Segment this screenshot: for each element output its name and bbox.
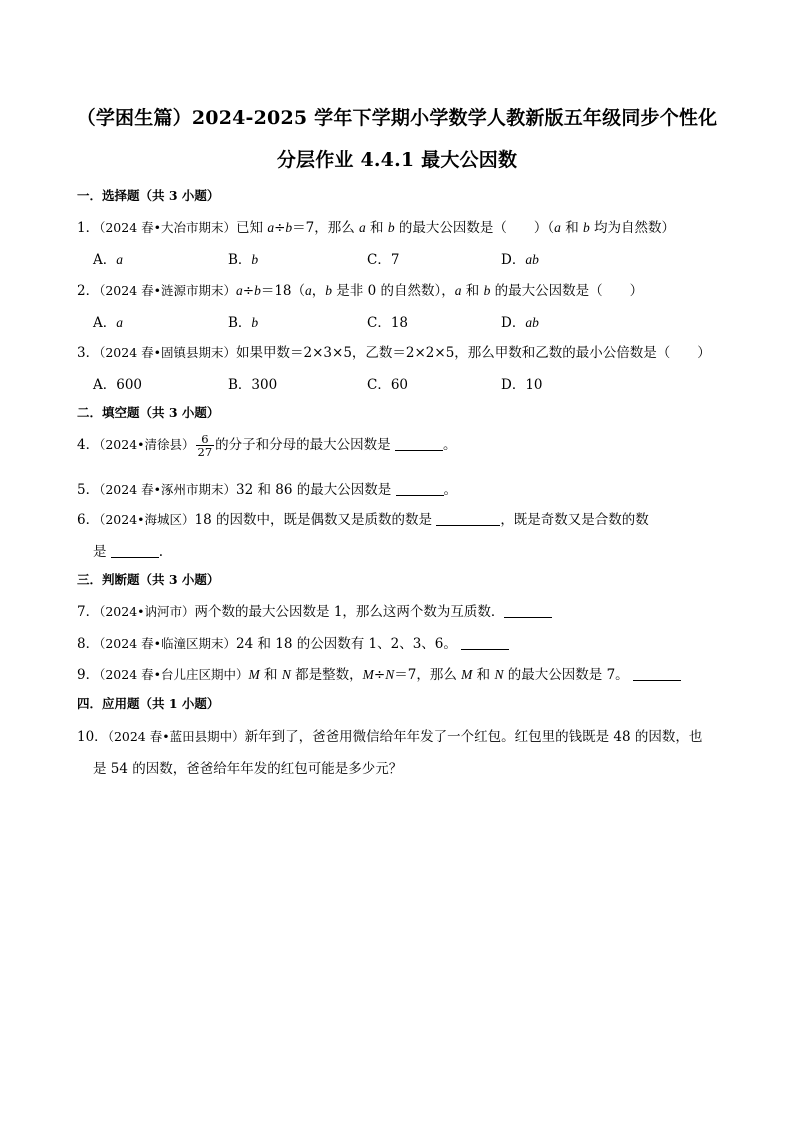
question-1-option-b: B．b (228, 252, 259, 268)
question-2-option-c: C．18 (367, 315, 409, 331)
question-1: 1．（2024 春•大冶市期末）已知 a÷b＝7，那么 a 和 b 的最大公因数是（ ）（a 和 b 均为自然数） (77, 220, 676, 236)
question-3-option-b: B．300 (228, 377, 278, 393)
answer-blank[interactable] (461, 637, 509, 650)
section-heading-judgement: 三．判断题（共 3 小题） (77, 572, 220, 587)
question-number: 6． (77, 512, 100, 528)
question-source: （2024 春•固镇县期末） (99, 345, 237, 360)
answer-blank[interactable] (111, 545, 159, 558)
question-7: 7．（2024•讷河市）两个数的最大公因数是 1，那么这两个数为互质数． (77, 600, 552, 620)
question-1-option-d: D．ab (501, 252, 539, 268)
question-source: （2024 春•蓝田县期中） (107, 729, 245, 744)
question-3-option-a: A．600 (93, 377, 143, 393)
question-3-option-d: D．10 (501, 377, 543, 393)
answer-blank[interactable] (396, 483, 444, 496)
question-number: 5． (77, 482, 100, 498)
question-6: 6．（2024•海城区）18 的因数中，既是偶数又是质数的数是 ，既是奇数又是合数的数 (77, 512, 649, 528)
question-3: 3．（2024 春•固镇县期末）如果甲数＝2×3×5，乙数＝2×2×5，那么甲数和乙数的最小公倍数是（ ） (77, 345, 711, 361)
worksheet-title-line-1: （学困生篇）2024-2025 学年下学期小学数学人教新版五年级同步个性化 (76, 107, 718, 129)
question-1-option-c: C．7 (367, 252, 400, 268)
question-number: 2． (77, 283, 100, 299)
question-2-option-a: A．a (93, 315, 123, 331)
question-5: 5．（2024 春•涿州市期末）32 和 86 的最大公因数是 。 (77, 482, 458, 498)
question-2-option-d: D．ab (501, 315, 539, 331)
question-source: （2024 春•涟源市期末） (99, 283, 237, 298)
question-number: 9． (77, 667, 100, 683)
question-2: 2．（2024 春•涟源市期末）a÷b＝18（a，b 是非 0 的自然数），a 和 b 的最大公因数是（ ） (77, 283, 644, 299)
question-1-option-a: A．a (93, 252, 123, 268)
question-source: （2024 春•临潼区期末） (99, 636, 237, 651)
question-source: （2024 春•涿州市期末） (99, 482, 237, 497)
question-number: 8． (77, 636, 100, 652)
question-number: 3． (77, 345, 100, 361)
question-8: 8．（2024 春•临潼区期末）24 和 18 的公因数有 1、2、3、6。 (77, 632, 509, 652)
question-10-continued: 是 54 的因数，爸爸给年年发的红包可能是多少元？ (93, 761, 403, 777)
question-source: （2024•讷河市） (99, 604, 195, 619)
question-source: （2024 春•大冶市期末） (99, 220, 237, 235)
answer-blank[interactable] (633, 668, 681, 681)
question-10: 10．（2024 春•蓝田县期中）新年到了，爸爸用微信给年年发了一个红包。红包里的钱既是 48 的因数，也 (77, 729, 703, 745)
question-number: 7． (77, 604, 100, 620)
fraction: $\frac{6}{27}$ (197, 432, 213, 459)
question-9: 9．（2024 春•台儿庄区期中）M 和 N 都是整数，M÷N＝7，那么 M 和 N 的最大公因数是 7。 (77, 663, 681, 683)
question-number: 10． (77, 729, 108, 745)
question-4: 4．（2024•清徐县） $\frac{6}{27}$ 的分子和分母的最大公因数是 。 (77, 432, 457, 459)
section-heading-application: 四．应用题（共 1 小题） (77, 696, 220, 711)
question-3-option-c: C．60 (367, 377, 409, 393)
section-heading-fill-blank: 二．填空题（共 3 小题） (77, 405, 220, 420)
answer-blank[interactable] (395, 438, 443, 451)
answer-blank[interactable] (504, 605, 552, 618)
question-6-continued: 是 . (93, 544, 164, 560)
answer-blank[interactable] (436, 513, 500, 526)
worksheet-title-line-2: 分层作业 4.4.1 最大公因数 (276, 149, 518, 171)
question-source: （2024•海城区） (99, 512, 195, 527)
question-2-option-b: B．b (228, 315, 259, 331)
question-number: 4． (77, 437, 100, 453)
section-heading-choice: 一．选择题（共 3 小题） (77, 188, 220, 203)
question-number: 1． (77, 220, 100, 236)
question-source: （2024 春•台儿庄区期中） (99, 667, 249, 682)
question-source: （2024•清徐县） (99, 437, 195, 452)
